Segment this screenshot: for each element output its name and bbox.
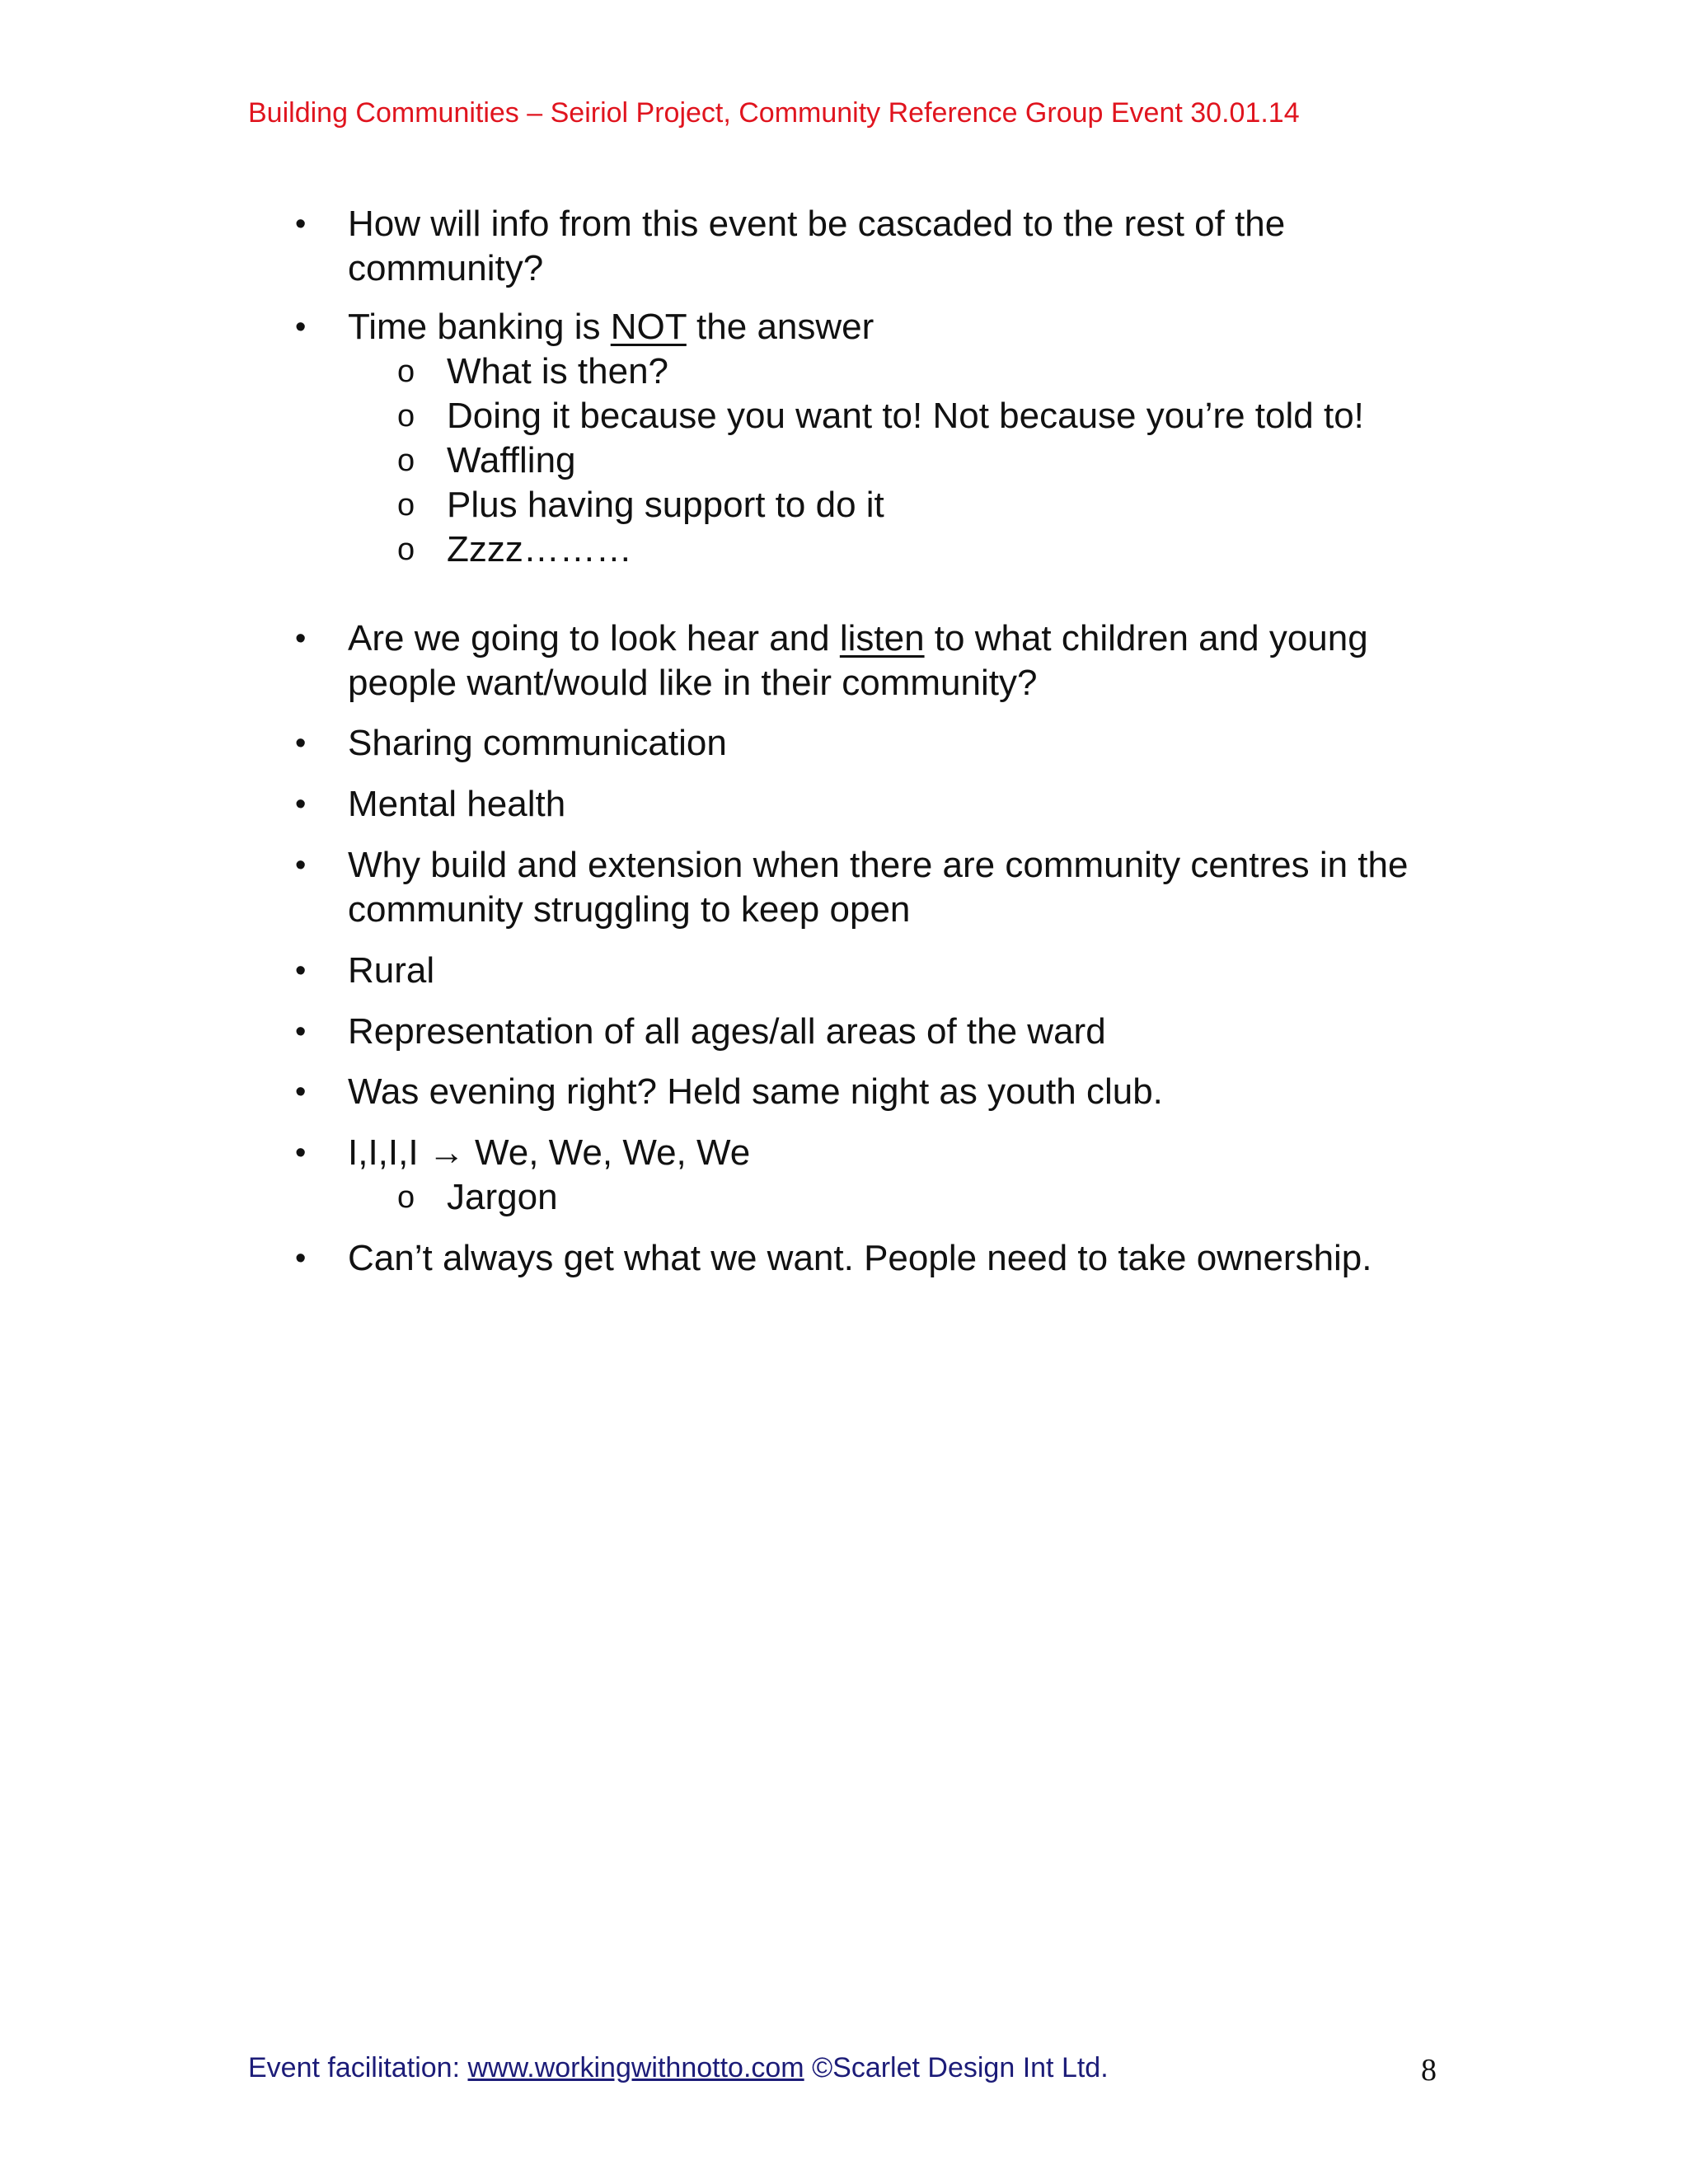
text-segment: I,I,I,I bbox=[348, 1132, 429, 1173]
sub-list-item-text: Doing it because you want to! Not because you’re told to! bbox=[447, 396, 1364, 436]
bullet-marker: • bbox=[295, 621, 307, 656]
bullet-marker: • bbox=[295, 787, 307, 822]
sub-bullet-marker: o bbox=[397, 443, 415, 478]
page-footer bbox=[248, 2052, 1109, 2084]
list-item-text: Mental health bbox=[348, 784, 566, 824]
page-header-title: Building Communities – Seiriol Project, Community Reference Group Event 30.01.14 bbox=[248, 97, 1300, 129]
list-item-text: Why build and extension when there are community centres in the community struggling to keep open bbox=[348, 845, 1409, 930]
sub-list-item-text: Jargon bbox=[447, 1177, 558, 1217]
footer-label: Event facilitation: bbox=[248, 2052, 468, 2083]
bullet-marker: • bbox=[295, 954, 307, 988]
bullet-marker: • bbox=[295, 1015, 307, 1049]
list-item-text: Can’t always get what we want. People need to take ownership. bbox=[348, 1238, 1372, 1278]
text-segment: Are we going to look hear and bbox=[348, 618, 840, 658]
sub-bullet-marker: o bbox=[397, 399, 415, 434]
page-number: 8 bbox=[1421, 2053, 1437, 2088]
sub-list-item-text: Zzzz……… bbox=[447, 529, 632, 569]
sub-bullet-marker: o bbox=[397, 1180, 415, 1215]
sub-bullet-marker: o bbox=[397, 532, 415, 567]
sub-list-item-text: What is then? bbox=[447, 351, 669, 391]
list-item-text: Was evening right? Held same night as youth club. bbox=[348, 1071, 1163, 1112]
bullet-marker: • bbox=[295, 1136, 307, 1170]
list-item-text bbox=[348, 1131, 1456, 1175]
list-item-text bbox=[348, 305, 1456, 349]
sub-bullet-marker: o bbox=[397, 354, 415, 389]
footer-copyright: ©Scarlet Design Int Ltd. bbox=[812, 2052, 1109, 2083]
list-item-text: Rural bbox=[348, 950, 435, 991]
sub-list-item-text: Plus having support to do it bbox=[447, 485, 884, 525]
bullet-marker: • bbox=[295, 726, 307, 761]
list-item-text bbox=[348, 616, 1456, 705]
text-segment: to what children and young people want/would like in their community? bbox=[348, 618, 1368, 703]
sub-bullet-marker: o bbox=[397, 488, 415, 523]
list-item-text: How will info from this event be cascaded to the rest of the community? bbox=[348, 204, 1286, 288]
footer-website-link[interactable]: www.workingwithnotto.com bbox=[467, 2052, 804, 2083]
underlined-text: listen bbox=[839, 618, 925, 658]
arrow-right-icon: → bbox=[428, 1132, 465, 1173]
underlined-text: NOT bbox=[610, 307, 687, 347]
bullet-marker: • bbox=[295, 1241, 307, 1276]
text-segment: We, We, We, We bbox=[464, 1132, 751, 1173]
bullet-marker: • bbox=[295, 1075, 307, 1109]
bullet-marker: • bbox=[295, 848, 307, 883]
list-item-text: Representation of all ages/all areas of the ward bbox=[348, 1011, 1106, 1052]
bullet-marker: • bbox=[295, 310, 307, 344]
list-item-text: Sharing communication bbox=[348, 723, 727, 763]
sub-list-item-text: Waffling bbox=[447, 440, 576, 480]
text-segment: the answer bbox=[686, 307, 874, 347]
bullet-marker: • bbox=[295, 207, 307, 241]
text-segment: Time banking is bbox=[348, 307, 611, 347]
